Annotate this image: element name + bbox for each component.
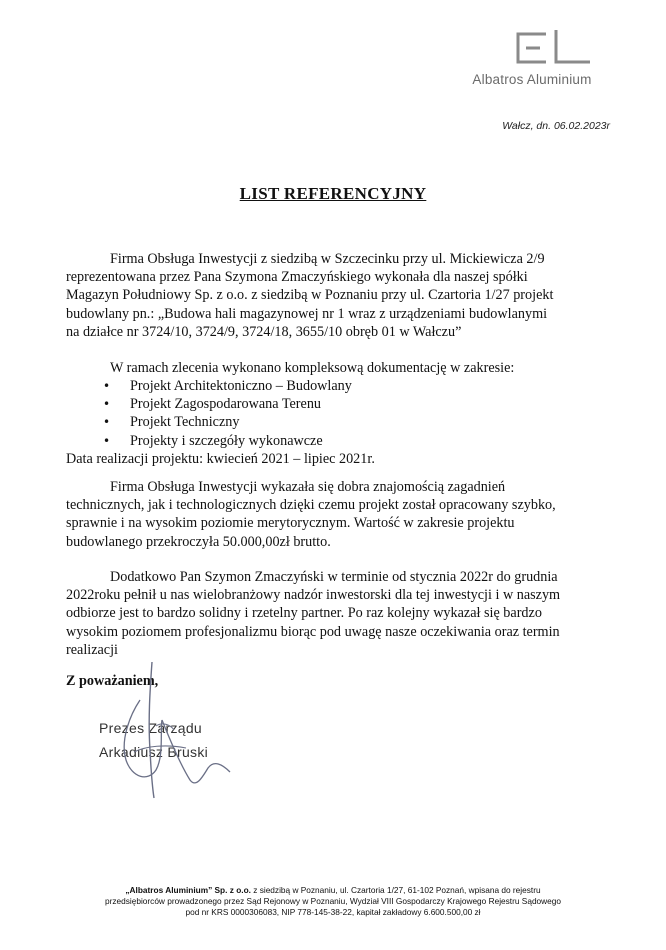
text-line: realizacji [66,641,118,658]
handwritten-signature [90,660,240,810]
text-line: Firma Obsługa Inwestycji z siedzibą w Szczecinku przy ul. Mickiewicza 2/9 [110,251,545,267]
company-logo [462,28,602,98]
logo-company-name: Albatros Aluminium [472,72,592,87]
scope-list [100,377,352,450]
list-item: • Projekt Techniczny [100,413,352,431]
list-item: • Projekty i szczegóły wykonawcze [100,432,352,450]
text-line: na działce nr 3724/10, 3724/9, 3724/18, 3655/10 obręb 01 w Wałczu” [66,323,462,340]
closing-salutation: Z poważaniem, [66,673,159,689]
footer-line: przedsiębiorców prowadzonego przez Sąd Rejonowy w Poznaniu, Wydział VIII Gospodarczy Krajowego Rejestru Sądowego [104,896,562,906]
text-line: budowlanego przekroczyła 50.000,00zł brutto. [66,533,331,550]
stamp-role: Prezes Zarządu [99,720,203,736]
text-line: budowlany pn.: „Budowa hali magazynowej nr 1 wraz z urządzeniami budowlanymi [66,305,548,322]
list-item: • Projekt Architektoniczno – Budowlany [100,377,352,395]
list-item: • Projekt Zagospodarowana Terenu [100,395,352,413]
text-line: W ramach zlecenia wykonano kompleksową dokumentację w zakresie: [110,360,515,376]
text-line: sprawnie i na wysokim poziomie merytorycznym. Wartość w zakresie projektu [66,515,515,532]
document-date: Wałcz, dn. 06.02.2023r [502,120,610,132]
albatros-logo-icon [512,28,592,68]
text-line: reprezentowana przez Pana Szymona Zmaczyńskiego wykonała dla naszej spółki [66,269,528,286]
footer-company-name: „Albatros Aluminium” Sp. z o.o. [125,885,251,895]
footer-line: pod nr KRS 0000306083, NIP 778-145-38-22, kapitał zakładowy 6.600.500,00 zł [185,907,481,917]
paragraph-supervision [66,568,600,659]
text-line: Magazyn Południowy Sp. z o.o. z siedzibą w Poznaniu przy ul. Czartoria 1/27 projekt [66,287,554,304]
text-line: wysokim poziomem profesjonalizmu biorąc pod uwagę nasze oczekiwania oraz termin [66,623,560,640]
paragraph-intro [66,250,600,341]
company-footer [0,885,666,918]
stamp-name: Arkadiusz Bruski [99,744,209,760]
realization-dates [66,450,600,468]
footer-address: z siedzibą w Poznaniu, ul. Czartoria 1/27, 61-102 Poznań, wpisana do rejestru [250,885,541,895]
text-line: Data realizacji projektu: kwiecień 2021 – lipiec 2021r. [66,451,375,467]
document-title: LIST REFERENCYJNY [239,184,427,203]
scope-intro [66,359,600,377]
text-line: technicznych, jak i technologicznych dzięki czemu projekt został opracowany szybko, [66,497,556,514]
text-line: Firma Obsługa Inwestycji wykazała się dobra znajomością zagadnień [110,479,506,495]
text-line: odbiorze jest to bardzo solidny i rzetelny partner. Po raz kolejny wykazał się bardzo [66,605,542,622]
paragraph-evaluation [66,478,600,551]
footer-line [0,885,666,896]
text-line: Dodatkowo Pan Szymon Zmaczyński w terminie od stycznia 2022r do grudnia [110,569,558,585]
text-line: 2022roku pełnił u nas wielobranżowy nadzór inwestorski dla tej inwestycji i w naszym [66,587,561,604]
